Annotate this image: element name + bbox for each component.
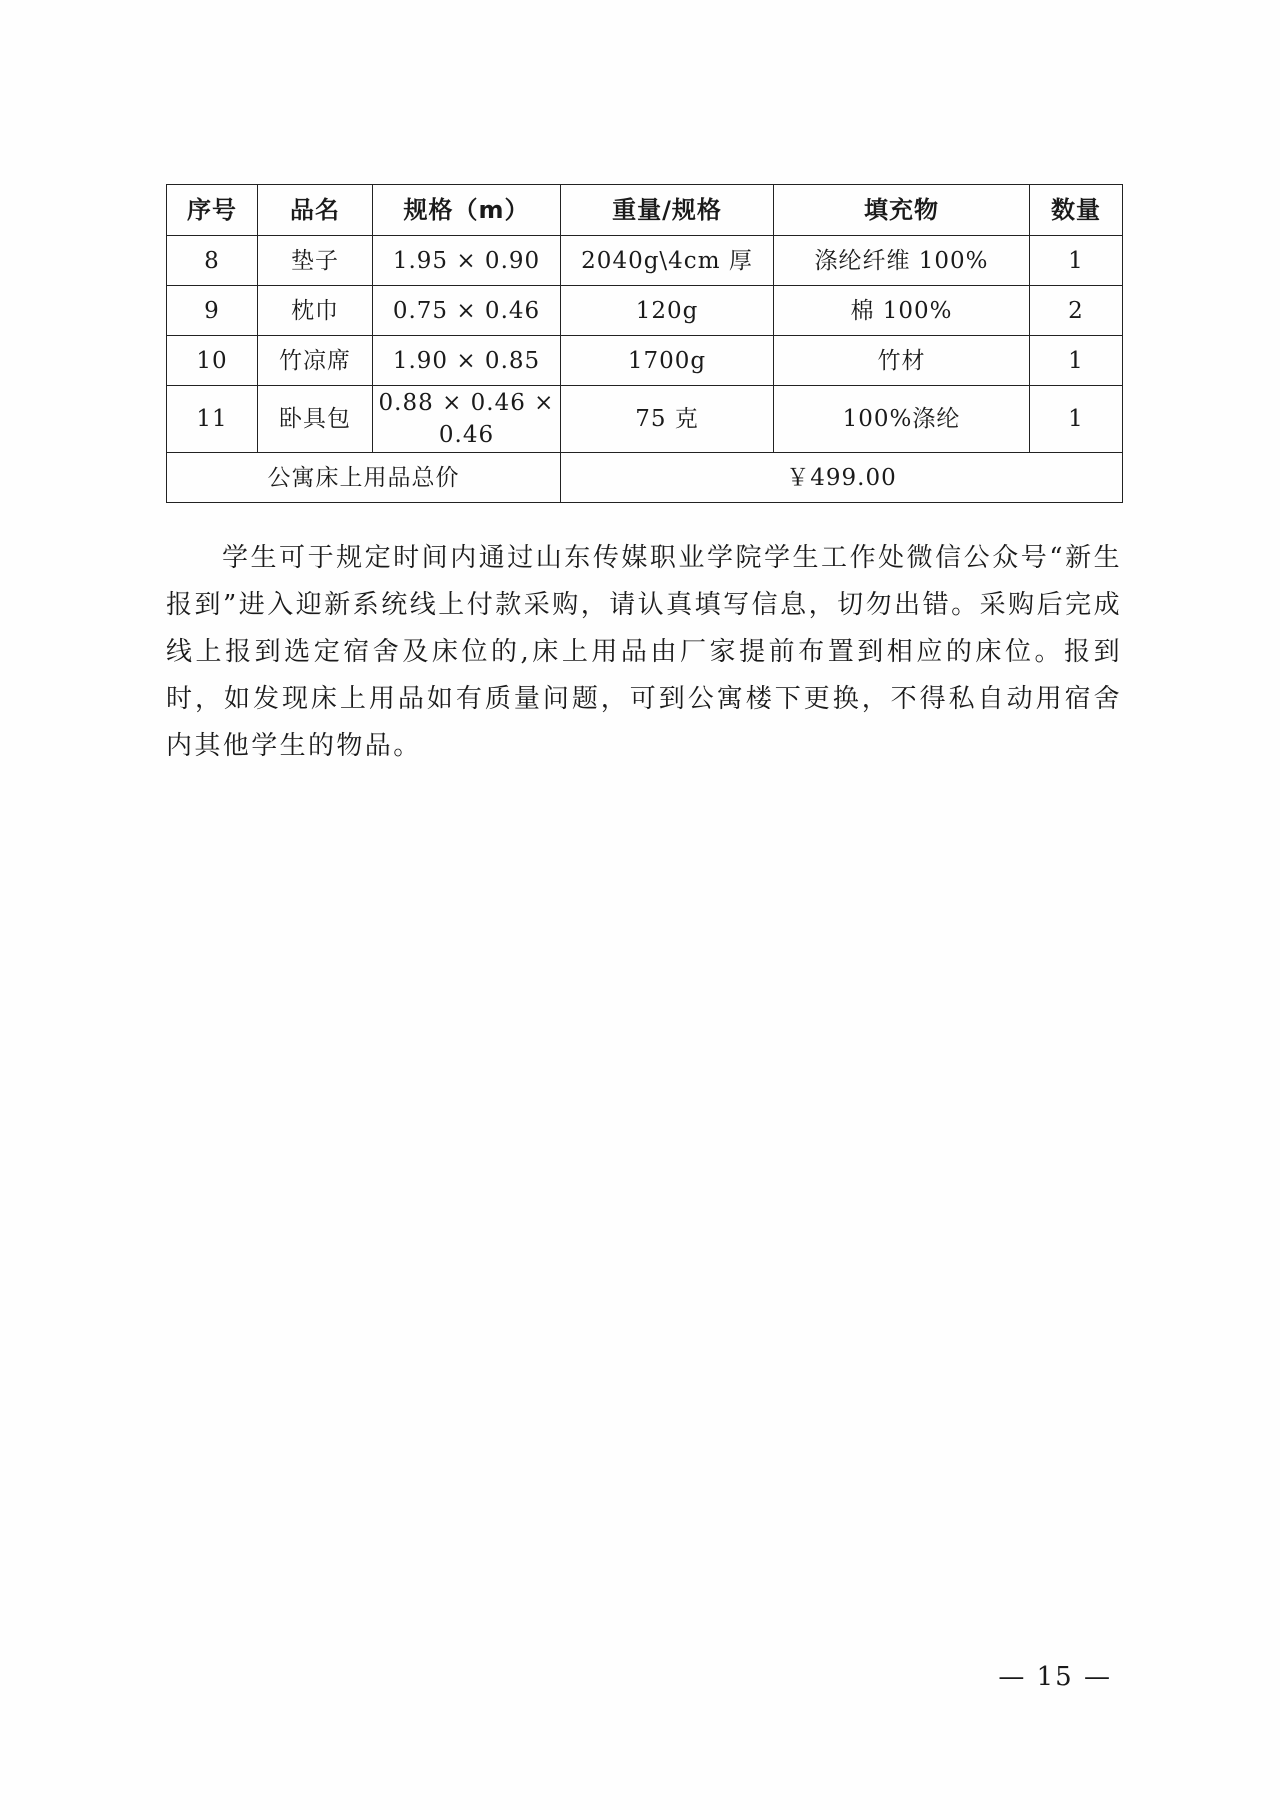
table-header-row <box>167 185 1123 236</box>
cell-name: 垫子 <box>258 236 373 286</box>
header-name: 品名 <box>258 185 373 236</box>
cell-weight: 2040g\4cm 厚 <box>561 236 774 286</box>
total-row <box>167 453 1123 503</box>
bedding-items-table <box>166 184 1123 503</box>
table-row <box>167 336 1123 386</box>
cell-size: 0.75 × 0.46 <box>373 286 561 336</box>
cell-filling: 竹材 <box>774 336 1030 386</box>
cell-no: 10 <box>167 336 258 386</box>
cell-name: 竹凉席 <box>258 336 373 386</box>
header-weight: 重量/规格 <box>561 185 774 236</box>
header-no: 序号 <box>167 185 258 236</box>
cell-no: 8 <box>167 236 258 286</box>
cell-qty: 1 <box>1030 336 1123 386</box>
purchase-instructions-paragraph: 学生可于规定时间内通过山东传媒职业学院学生工作处微信公众号“新生报到”进入迎新系统线上付款采购，请认真填写信息，切勿出错。采购后完成线上报到选定宿舍及床位的,床上用品由厂家提前布置到相应的床位。报到时，如发现床上用品如有质量问题，可到公寓楼下更换，不得私自动用宿舍内其他学生的物品。 <box>166 543 1122 761</box>
cell-qty: 1 <box>1030 236 1123 286</box>
cell-name: 枕巾 <box>258 286 373 336</box>
cell-filling: 棉 100% <box>774 286 1030 336</box>
header-qty: 数量 <box>1030 185 1123 236</box>
total-label: 公寓床上用品总价 <box>167 453 561 503</box>
cell-size: 1.90 × 0.85 <box>373 336 561 386</box>
table-row <box>167 286 1123 336</box>
header-filling: 填充物 <box>774 185 1030 236</box>
cell-qty: 1 <box>1030 386 1123 453</box>
cell-size: 1.95 × 0.90 <box>373 236 561 286</box>
cell-name: 卧具包 <box>258 386 373 453</box>
cell-size: 0.88 × 0.46 × 0.46 <box>373 386 561 453</box>
cell-weight: 120g <box>561 286 774 336</box>
cell-no: 9 <box>167 286 258 336</box>
cell-filling: 100%涤纶 <box>774 386 1030 453</box>
header-size: 规格（m） <box>373 185 561 236</box>
cell-weight: 75 克 <box>561 386 774 453</box>
table-row <box>167 236 1123 286</box>
page-number: — 15 — <box>998 1662 1112 1692</box>
cell-filling: 涤纶纤维 100% <box>774 236 1030 286</box>
table-row <box>167 386 1123 453</box>
cell-no: 11 <box>167 386 258 453</box>
cell-weight: 1700g <box>561 336 774 386</box>
cell-qty: 2 <box>1030 286 1123 336</box>
total-value: ￥499.00 <box>561 453 1123 503</box>
